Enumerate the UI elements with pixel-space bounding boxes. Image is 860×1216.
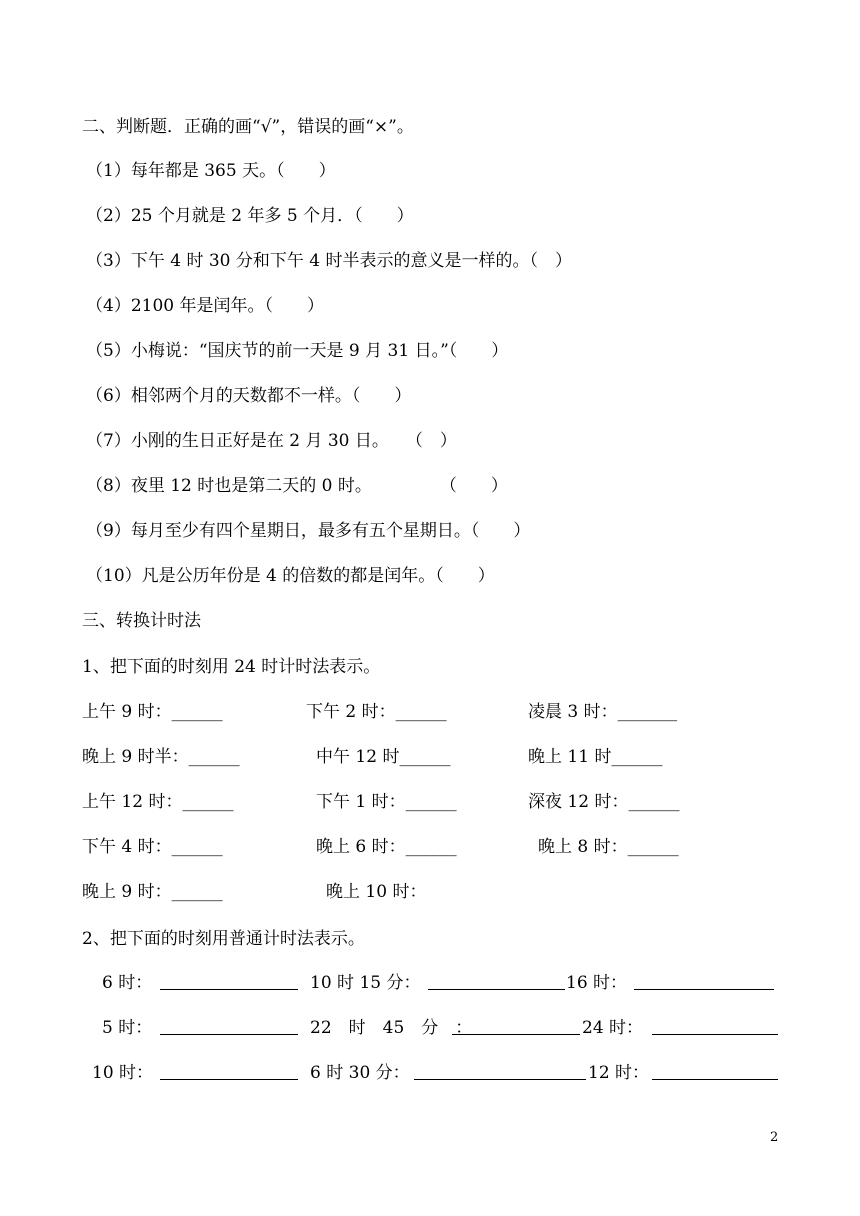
q1-item: 晚上 8 时：______ [538,837,679,857]
judge-item-2: （2）25 个月就是 2 年多 5 个月．（ ） [86,206,414,226]
judge-item-8: （8）夜里 12 时也是第二天的 0 时。 （ ） [86,476,508,496]
q1-item: 凌晨 3 时：_______ [528,702,678,722]
judge-item-1: （1）每年都是 365 天。（ ） [86,161,336,181]
answer-blank [160,1063,298,1080]
page-number: 2 [770,1130,779,1145]
section2-title: 二、判断题．正确的画“√”，错误的画“×”。 [82,117,414,137]
q2-label: 10 时 15 分： [310,973,421,993]
q2-label: 5 时： [102,1018,153,1038]
q1-item: 上午 9 时：______ [82,702,223,722]
q2-label: 22 时 45 分 ： [310,1018,473,1038]
answer-blank [652,1018,778,1035]
answer-blank [160,1018,298,1035]
judge-item-5: （5）小梅说：“国庆节的前一天是 9 月 31 日。”（ ） [86,341,509,361]
q2-label: 12 时： [588,1063,650,1083]
judge-item-4: （4）2100 年是闰年。（ ） [86,296,324,316]
answer-blank [452,1018,580,1035]
judge-item-6: （6）相邻两个月的天数都不一样。（ ） [86,386,412,406]
judge-item-10: （10）凡是公历年份是 4 的倍数的都是闰年。（ ） [86,566,495,586]
answer-blank [652,1063,778,1080]
judge-item-7: （7）小刚的生日正好是在 2 月 30 日。 （ ） [86,431,457,451]
section3-title: 三、转换计时法 [82,611,201,631]
q2-title: 2、把下面的时刻用普通计时法表示。 [82,929,365,949]
q1-item: 晚上 11 时______ [528,747,663,767]
q1-item: 中午 12 时______ [316,747,451,767]
q2-label: 10 时： [92,1063,154,1083]
answer-blank [428,973,565,990]
q1-item: 下午 2 时：______ [306,702,447,722]
q1-item: 深夜 12 时：______ [528,792,680,812]
answer-blank [160,973,298,990]
q1-item: 晚上 9 时半：______ [82,747,240,767]
q1-item: 上午 12 时：______ [82,792,234,812]
judge-item-9: （9）每月至少有四个星期日，最多有五个星期日。（ ） [86,521,531,541]
q1-item: 晚上 10 时： [326,882,427,902]
judge-item-3: （3）下午 4 时 30 分和下午 4 时半表示的意义是一样的。（ ） [86,251,573,271]
q1-title: 1、把下面的时刻用 24 时计时法表示。 [82,657,381,677]
q2-label: 24 时： [582,1018,644,1038]
q2-label: 6 时 30 分： [310,1063,410,1083]
q2-label: 16 时： [566,973,628,993]
q2-label: 6 时： [102,973,153,993]
q1-item: 晚上 6 时：______ [316,837,457,857]
q1-item: 下午 1 时：______ [316,792,457,812]
q1-item: 下午 4 时：______ [82,837,223,857]
answer-blank [634,973,774,990]
q1-item: 晚上 9 时：______ [82,882,223,902]
answer-blank [414,1063,586,1080]
